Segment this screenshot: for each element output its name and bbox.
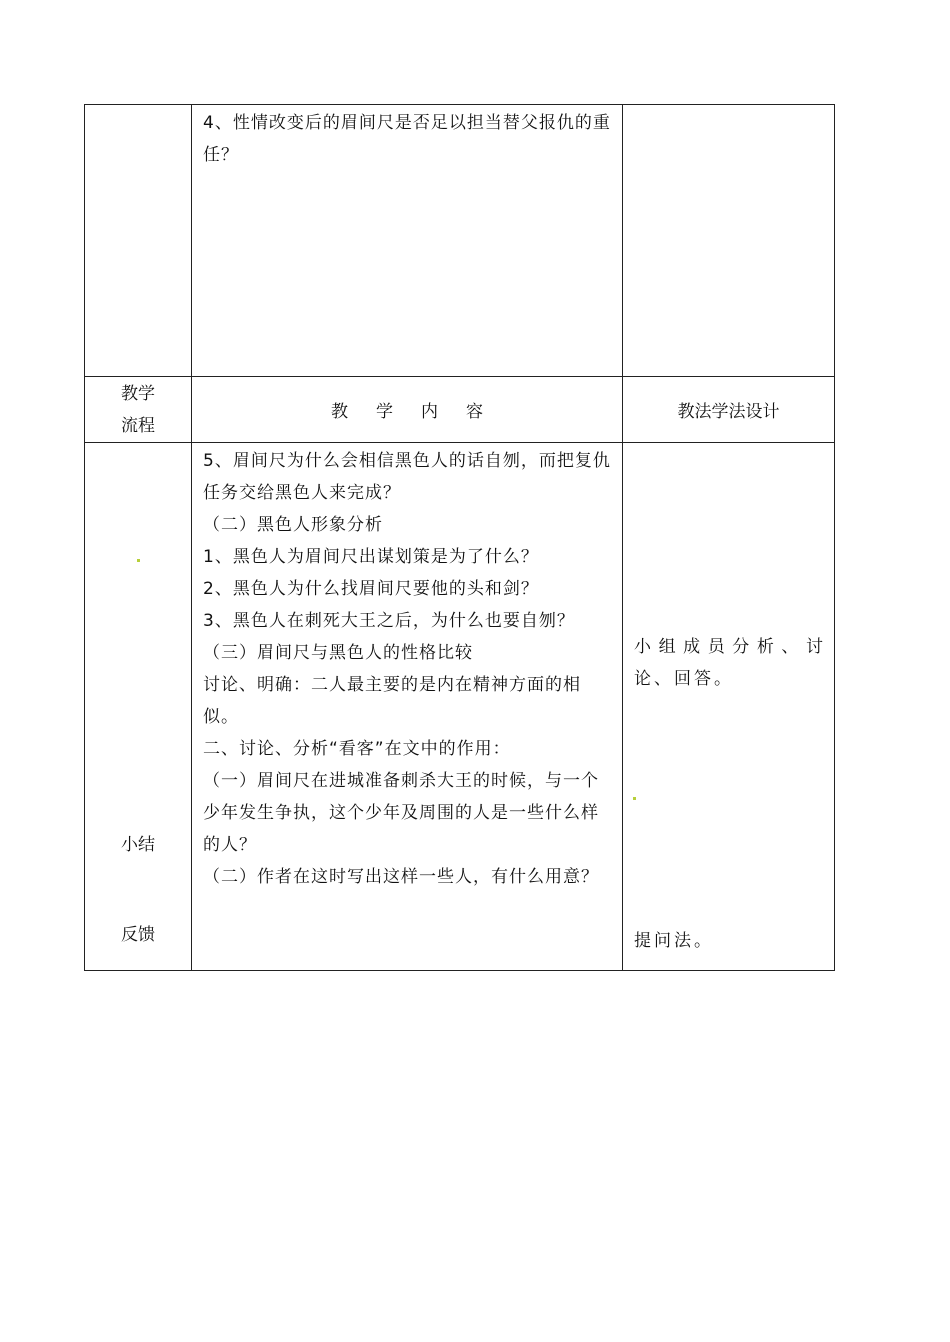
header-row [85, 377, 835, 443]
table-row [85, 443, 835, 971]
header-method-design: 教法学法设计 [623, 377, 835, 443]
question-item: 1、黑色人为眉间尺出谋划策是为了什么？ [203, 547, 539, 567]
discussion-text: 讨论、明确：二人最主要的是内在精神方面的相似。 [203, 675, 581, 727]
section-heading: （二）黑色人形象分析 [203, 515, 383, 535]
header-char: 容 [466, 402, 483, 422]
flow-cell [85, 443, 192, 971]
flow-cell-empty [85, 105, 192, 377]
header-flow-line1: 教学 [121, 383, 155, 404]
method-note-question: 提问法。 [634, 931, 714, 951]
label-feedback: 反馈 [121, 925, 155, 945]
header-char: 教 [331, 402, 348, 422]
question-item: 2、黑色人为什么找眉间尺要他的头和剑？ [203, 579, 539, 599]
content-cell [192, 105, 623, 377]
section-heading: 二、讨论、分析“看客”在文中的作用： [203, 739, 511, 759]
question-item: 3、黑色人在刺死大王之后，为什么也要自刎？ [203, 611, 575, 631]
question-item: （一）眉间尺在进城准备刺杀大王的时候，与一个少年发生争执，这个少年及周围的人是一些什么样的人？ [203, 771, 599, 855]
method-note-group: 小组成员分析、讨论、回答。 [634, 637, 826, 689]
question-5: 5、眉间尺为什么会相信黑色人的话自刎，而把复仇任务交给黑色人来完成？ [203, 451, 611, 503]
mark-dot [137, 559, 140, 562]
label-summary: 小结 [121, 835, 155, 855]
question-4: 4、性情改变后的眉间尺是否足以担当替父报仇的重任？ [203, 113, 611, 165]
header-teaching-content [192, 377, 623, 443]
method-cell-empty [623, 105, 835, 377]
content-cell [192, 443, 623, 971]
lesson-plan-table [84, 104, 835, 971]
header-teaching-flow [85, 377, 192, 443]
header-char: 内 [421, 402, 438, 422]
header-flow-line2: 流程 [121, 415, 155, 436]
header-char: 学 [376, 402, 393, 422]
method-cell [623, 443, 835, 971]
section-heading: （三）眉间尺与黑色人的性格比较 [203, 643, 473, 663]
question-item: （二）作者在这时写出这样一些人，有什么用意？ [203, 867, 599, 887]
table-row [85, 105, 835, 377]
mark-dot [633, 797, 636, 800]
